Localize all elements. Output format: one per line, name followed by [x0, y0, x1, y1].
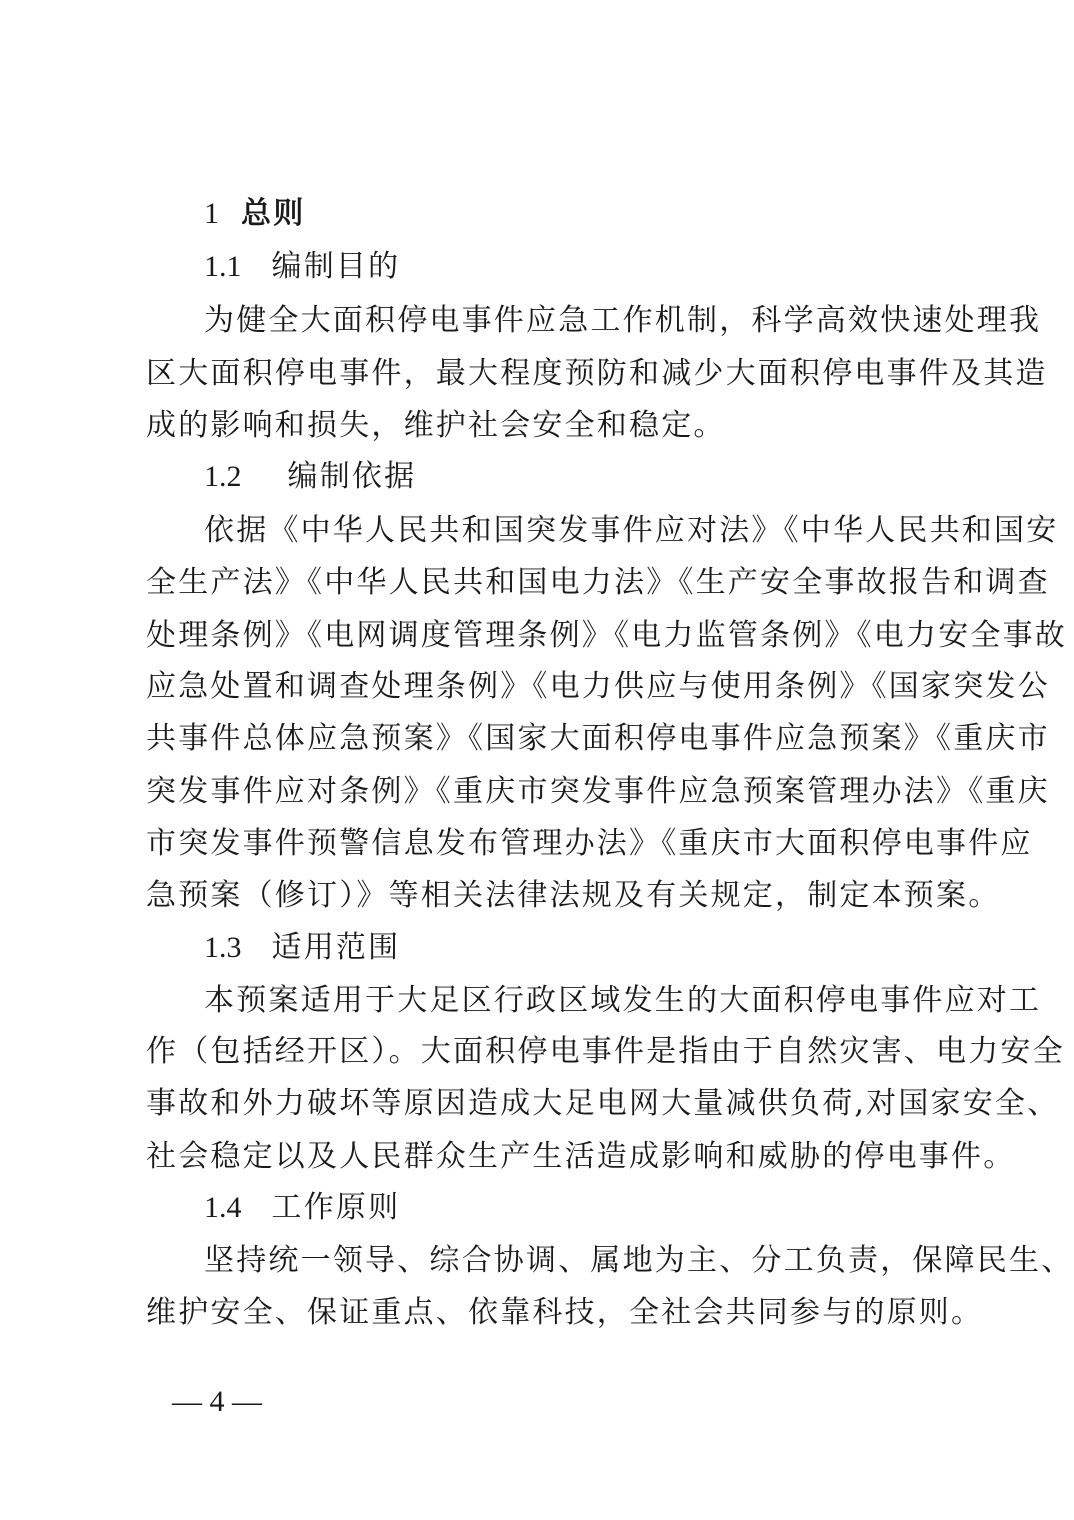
paragraph-line: 共事件总体应急预案》《国家大面积停电事件应急预案》《重庆市 — [146, 721, 1050, 756]
paragraph-line: 应急处置和调查处理条例》《电力供应与使用条例》《国家突发公 — [146, 669, 1050, 704]
section-number: 1 — [204, 197, 219, 230]
paragraph-line: 市突发事件预警信息发布管理办法》《重庆市大面积停电事件应 — [146, 826, 1033, 861]
paragraph-line: 作（包括经开区）。大面积停电事件是指由于自然灾害、电力安全 — [146, 1034, 1065, 1069]
paragraph-line: 突发事件应对条例》《重庆市突发事件应急预案管理办法》《重庆 — [146, 774, 1050, 809]
section-title: 编制依据 — [287, 459, 417, 494]
section-1-1-heading — [204, 249, 400, 285]
paragraph-line: 本预案适用于大足区行政区域发生的大面积停电事件应对工 — [204, 983, 1042, 1018]
section-number: 1.4 — [204, 1191, 242, 1224]
section-number: 1.1 — [204, 250, 242, 283]
page-number: — 4 — — [172, 1385, 262, 1418]
section-title: 总则 — [241, 196, 306, 231]
paragraph-line: 依据《中华人民共和国突发事件应对法》《中华人民共和国安 — [204, 513, 1059, 548]
paragraph-line: 急预案（修订）》等相关法律法规及有关规定，制定本预案。 — [146, 878, 1001, 913]
paragraph-line: 为健全大面积停电事件应急工作机制，科学高效快速处理我 — [204, 303, 1042, 338]
paragraph-line: 区大面积停电事件，最大程度预防和减少大面积停电事件及其造 — [146, 356, 1048, 391]
paragraph-line: 成的影响和损失，维护社会安全和稳定。 — [146, 408, 726, 443]
section-title: 适用范围 — [271, 930, 401, 965]
paragraph-line: 维护安全、保证重点、依靠科技，全社会共同参与的原则。 — [146, 1295, 984, 1330]
paragraph-line: 全生产法》《中华人民共和国电力法》《生产安全事故报告和调查 — [146, 565, 1050, 600]
section-title: 工作原则 — [271, 1190, 401, 1225]
section-1-3-heading — [204, 930, 400, 966]
paragraph-line: 社会稳定以及人民群众生产生活造成影响和威胁的停电事件。 — [146, 1139, 1016, 1174]
section-1-4-heading — [204, 1190, 400, 1226]
paragraph-line: 坚持统一领导、综合协调、属地为主、分工负责，保障民生、 — [204, 1243, 1074, 1278]
section-number: 1.3 — [204, 931, 242, 964]
section-1-2-heading — [204, 459, 416, 495]
section-title: 编制目的 — [271, 249, 401, 284]
section-1-heading — [204, 196, 305, 232]
paragraph-line: 处理条例》《电网调度管理条例》《电力监管条例》《电力安全事故 — [146, 618, 1067, 653]
paragraph-line: 事故和外力破坏等原因造成大足电网大量减供负荷,对国家安全、 — [146, 1086, 1060, 1121]
section-number: 1.2 — [204, 460, 242, 493]
